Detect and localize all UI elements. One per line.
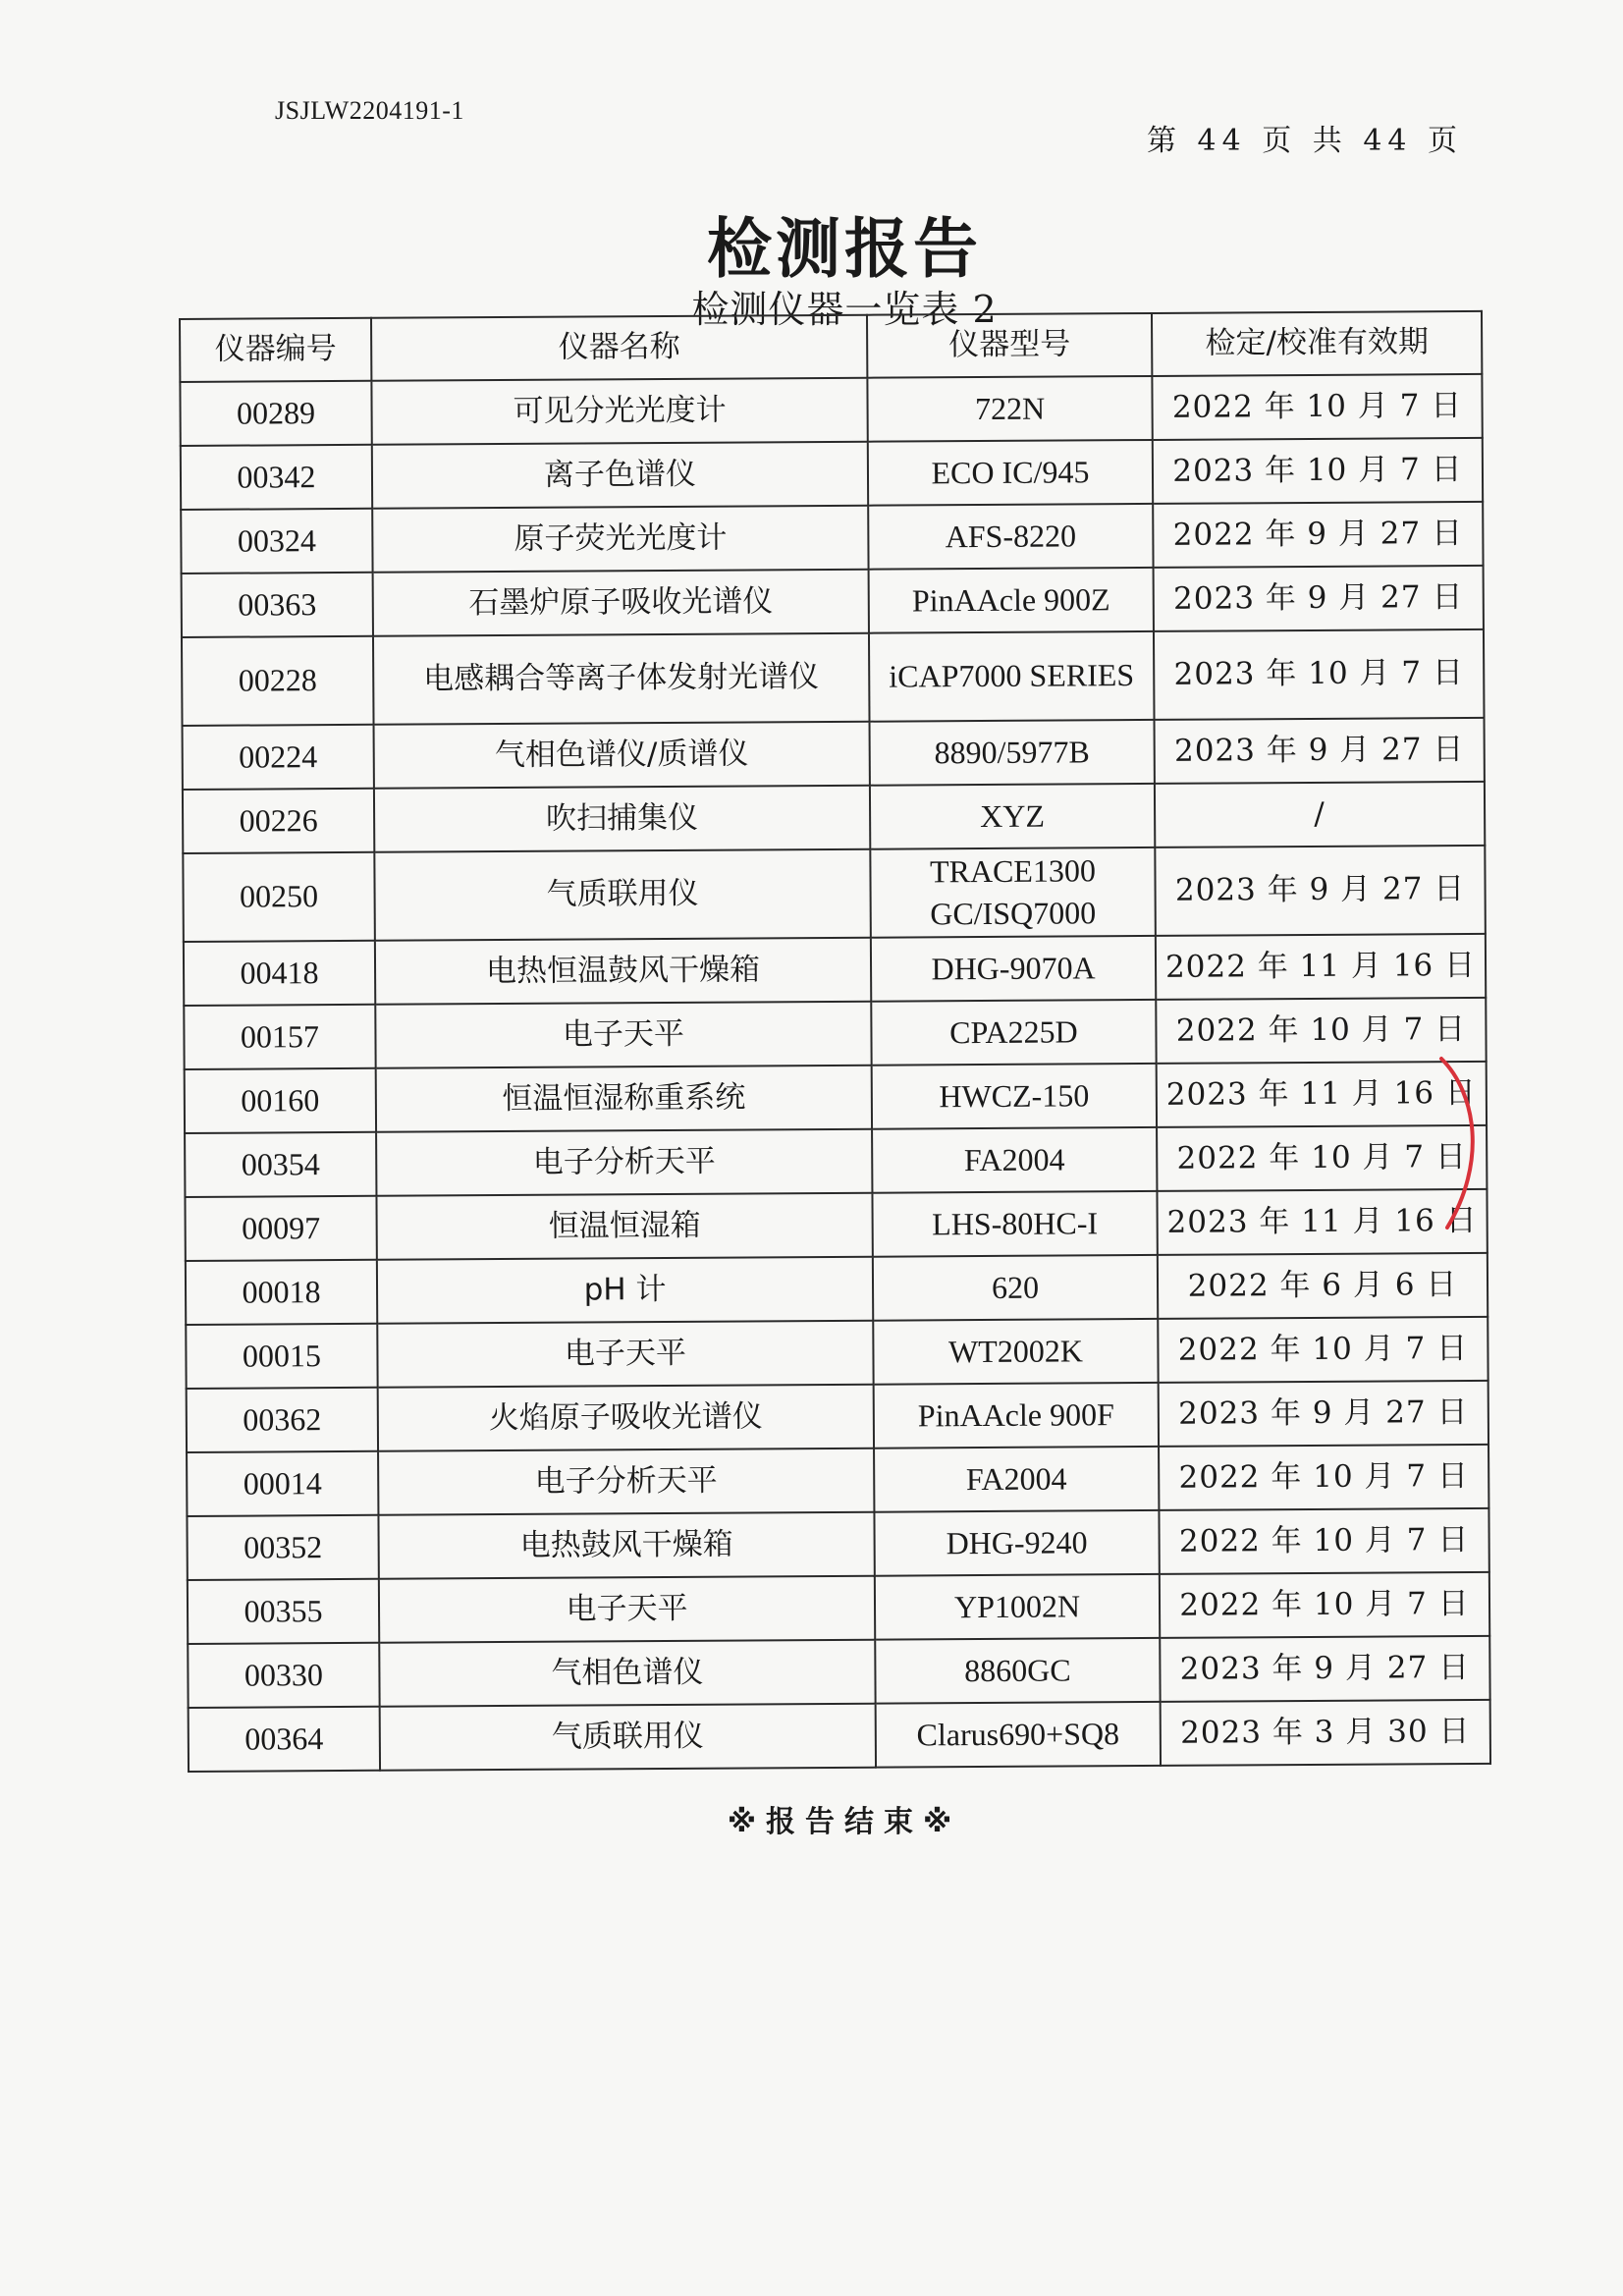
cell-instrument-id: 00228 xyxy=(182,636,374,726)
cell-instrument-name: 电感耦合等离子体发射光谱仪 xyxy=(373,633,870,725)
cell-instrument-id: 00354 xyxy=(185,1132,376,1197)
cell-validity-date: 2023 年 9 月 27 日 xyxy=(1155,846,1486,936)
cell-validity-date: 2023 年 9 月 27 日 xyxy=(1155,718,1485,784)
cell-instrument-name: 气相色谱仪/质谱仪 xyxy=(374,722,870,789)
cell-instrument-model: AFS-8220 xyxy=(868,504,1153,570)
table-row xyxy=(185,1062,1487,1133)
cell-instrument-model: WT2002K xyxy=(873,1319,1158,1385)
cell-instrument-name: 电子分析天平 xyxy=(376,1129,872,1196)
cell-instrument-model: DHG-9240 xyxy=(874,1510,1159,1576)
table-body xyxy=(180,374,1490,1772)
red-seal-mark xyxy=(1435,1055,1494,1231)
cell-instrument-name: 火焰原子吸收光谱仪 xyxy=(378,1385,874,1451)
cell-validity-date: 2022 年 9 月 27 日 xyxy=(1153,502,1483,568)
cell-instrument-id: 00363 xyxy=(182,573,373,637)
cell-instrument-name: 恒温恒湿箱 xyxy=(376,1193,872,1260)
cell-validity-date: 2023 年 11 月 16 日 xyxy=(1157,1062,1487,1127)
table-row xyxy=(188,1636,1489,1708)
table-row xyxy=(188,1572,1489,1644)
table-row xyxy=(185,1125,1487,1197)
cell-validity-date: 2022 年 10 月 7 日 xyxy=(1156,998,1486,1064)
table-row xyxy=(184,998,1486,1069)
cell-validity-date: 2023 年 10 月 7 日 xyxy=(1153,438,1483,504)
cell-instrument-model: 8890/5977B xyxy=(870,720,1155,786)
cell-instrument-id: 00250 xyxy=(183,852,375,942)
cell-instrument-id: 00418 xyxy=(184,941,375,1006)
page-indicator: 第 44 页 共 44 页 xyxy=(1147,124,1464,158)
cell-validity-date: 2023 年 11 月 16 日 xyxy=(1157,1189,1487,1255)
cell-instrument-name: 电热鼓风干燥箱 xyxy=(378,1512,874,1579)
instrument-table xyxy=(179,310,1491,1773)
cell-instrument-name: 离子色谱仪 xyxy=(372,442,868,509)
table-row xyxy=(187,1445,1488,1516)
table-row xyxy=(183,782,1485,853)
cell-instrument-name: 气质联用仪 xyxy=(374,849,871,941)
cell-validity-date: 2023 年 3 月 30 日 xyxy=(1161,1700,1490,1766)
cell-validity-date: 2023 年 9 月 27 日 xyxy=(1160,1636,1489,1702)
cell-instrument-model: XYZ xyxy=(870,784,1155,849)
table-row xyxy=(187,1381,1488,1452)
cell-instrument-name: 电热恒温鼓风干燥箱 xyxy=(375,938,871,1005)
cell-validity-date: 2023 年 10 月 7 日 xyxy=(1154,629,1485,720)
cell-instrument-model: 722N xyxy=(867,376,1152,442)
cell-instrument-name: 气质联用仪 xyxy=(380,1704,876,1771)
cell-validity-date: 2022 年 10 月 7 日 xyxy=(1160,1572,1489,1638)
cell-instrument-model: HWCZ-150 xyxy=(872,1064,1157,1129)
cell-instrument-model: TRACE1300 GC/ISQ7000 xyxy=(870,847,1156,938)
cell-instrument-id: 00224 xyxy=(183,725,374,790)
cell-instrument-id: 00324 xyxy=(181,509,372,574)
cell-instrument-id: 00157 xyxy=(184,1005,375,1069)
cell-validity-date: 2022 年 10 月 7 日 xyxy=(1159,1508,1488,1574)
cell-instrument-id: 00362 xyxy=(187,1388,378,1452)
cell-instrument-name: 气相色谱仪 xyxy=(379,1640,875,1707)
cell-instrument-model: LHS-80HC-I xyxy=(872,1191,1157,1257)
table-row xyxy=(181,438,1483,510)
cell-validity-date: 2022 年 10 月 7 日 xyxy=(1159,1445,1488,1510)
table-row xyxy=(184,934,1486,1006)
cell-instrument-name: 电子分析天平 xyxy=(378,1449,874,1515)
cell-instrument-id: 00097 xyxy=(185,1196,376,1261)
table-row xyxy=(180,374,1482,446)
report-number: JSJLW2204191-1 xyxy=(275,96,464,125)
cell-instrument-model: iCAP7000 SERIES xyxy=(869,631,1155,722)
cell-instrument-id: 00330 xyxy=(188,1643,379,1708)
cell-instrument-model: FA2004 xyxy=(872,1127,1157,1193)
table-row xyxy=(185,1189,1487,1261)
cell-validity-date: 2022 年 10 月 7 日 xyxy=(1152,374,1482,440)
cell-instrument-model: FA2004 xyxy=(874,1447,1159,1512)
cell-instrument-name: 电子天平 xyxy=(377,1321,873,1388)
table-row xyxy=(187,1508,1488,1580)
cell-instrument-name: 吹扫捕集仪 xyxy=(374,786,870,852)
cell-instrument-id: 00160 xyxy=(185,1068,376,1133)
cell-instrument-id: 00342 xyxy=(181,445,372,510)
cell-instrument-name: 电子天平 xyxy=(379,1576,875,1643)
table-row xyxy=(182,566,1484,637)
cell-instrument-name: 恒温恒湿称重系统 xyxy=(376,1066,872,1132)
column-header-model: 仪器型号 xyxy=(867,313,1152,378)
table-row xyxy=(181,502,1483,574)
column-header-name: 仪器名称 xyxy=(371,315,867,381)
table-row xyxy=(186,1317,1488,1389)
cell-instrument-name: 可见分光光度计 xyxy=(371,378,867,445)
cell-instrument-id: 00015 xyxy=(186,1324,377,1389)
column-header-validity: 检定/校准有效期 xyxy=(1152,311,1482,376)
cell-validity-date: 2022 年 11 月 16 日 xyxy=(1156,934,1486,1000)
cell-validity-date: 2022 年 10 月 7 日 xyxy=(1157,1125,1487,1191)
table-row xyxy=(189,1700,1490,1772)
cell-validity-date: / xyxy=(1155,782,1485,847)
cell-instrument-model: CPA225D xyxy=(871,1000,1156,1066)
cell-instrument-model: PinAAcle 900Z xyxy=(869,568,1154,633)
document-title: 检测报告 xyxy=(707,210,982,287)
cell-validity-date: 2023 年 9 月 27 日 xyxy=(1159,1381,1488,1447)
cell-instrument-id: 00355 xyxy=(188,1579,379,1644)
cell-instrument-model: 8860GC xyxy=(875,1638,1160,1704)
cell-instrument-model: 620 xyxy=(873,1255,1158,1321)
cell-validity-date: 2022 年 6 月 6 日 xyxy=(1158,1253,1488,1319)
report-end-marker: ※报告结束※ xyxy=(727,1805,962,1839)
cell-instrument-model: ECO IC/945 xyxy=(868,440,1153,506)
cell-instrument-id: 00018 xyxy=(186,1260,377,1325)
cell-validity-date: 2022 年 10 月 7 日 xyxy=(1158,1317,1488,1383)
table-row xyxy=(186,1253,1488,1325)
cell-instrument-id: 00226 xyxy=(183,789,374,853)
table-caption: 检测仪器一览表 2 xyxy=(691,288,998,331)
cell-instrument-id: 00364 xyxy=(189,1707,380,1772)
cell-instrument-id: 00289 xyxy=(180,381,371,446)
cell-instrument-name: 原子荧光光度计 xyxy=(372,506,868,573)
table-row xyxy=(182,629,1485,726)
instrument-table-container xyxy=(179,310,1489,1773)
table-header-row xyxy=(180,311,1482,382)
table-row xyxy=(183,846,1486,942)
cell-instrument-name: 电子天平 xyxy=(375,1002,871,1068)
cell-instrument-model: Clarus690+SQ8 xyxy=(876,1702,1161,1768)
cell-instrument-name: pH 计 xyxy=(377,1257,873,1324)
cell-instrument-id: 00352 xyxy=(187,1515,378,1580)
cell-instrument-model: DHG-9070A xyxy=(871,936,1156,1002)
cell-instrument-model: PinAAcle 900F xyxy=(874,1383,1159,1449)
cell-validity-date: 2023 年 9 月 27 日 xyxy=(1154,566,1484,631)
column-header-id: 仪器编号 xyxy=(180,318,371,382)
cell-instrument-id: 00014 xyxy=(187,1451,378,1516)
table-row xyxy=(183,718,1485,790)
cell-instrument-model: YP1002N xyxy=(875,1574,1160,1640)
cell-instrument-name: 石墨炉原子吸收光谱仪 xyxy=(373,570,869,636)
